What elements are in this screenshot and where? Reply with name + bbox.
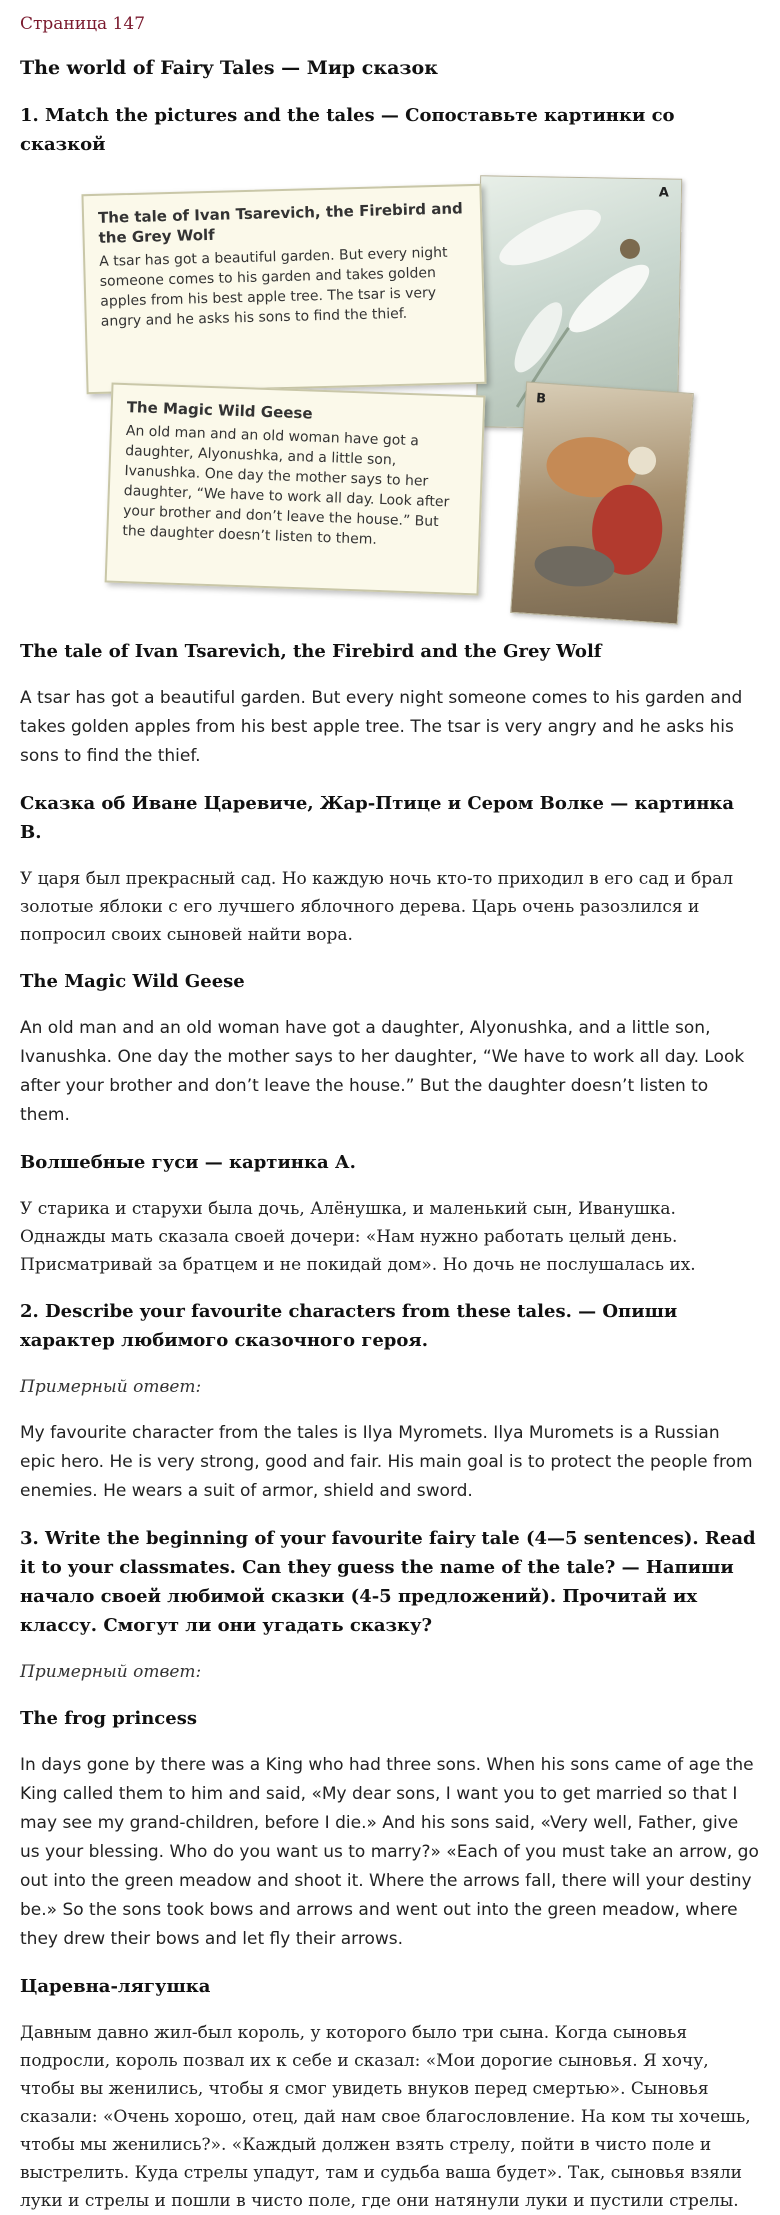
card-a-text: A tsar has got a beautiful garden. But every night someone comes to his garden and takes golden apples from his best apple tree. The tsar is very angry and he asks his sons to find the thief. (99, 244, 448, 330)
frog-text-ru: Давным давно жил-был король, у которого было три сына. Когда сыновья подросли, король позвал их к себе и сказал: «Мои дорогие сыновья. Я хочу, чтобы вы женились, чтобы я смог увидеть внуков перед смертью». Сыновья сказали: «Очень хорошо, отец, дай нам свое благословление. На ком ты хочешь, чтобы мы женились?». «Каждый должен взять стрелу, пойти в чисто поле и выстрелить. Куда стрелы упадут, там и судьба ваша будет». Так, сыновья взяли луки и стрелы и пошли в чисто поле, где они натянули луки и пустили стрелы. (20, 2023, 751, 2211)
tale2-text-en: An old man and an old woman have got a daughter, Alyonushka, and a little son, Ivanushka. One day the mother says to her daughter, “We have to work all day. Look after your brother and don’t leave the house.” But the daughter doesn’t listen to them. (20, 1018, 745, 1125)
textbook-illustration (80, 177, 700, 617)
picture-b-label: B (535, 391, 547, 407)
picture-b-firebird (510, 381, 694, 624)
frog-title-ru: Царевна-лягушка (20, 1976, 211, 1997)
task2-heading: 2. Describe your favourite characters from these tales. — Опиши характер любимого сказочного героя. (20, 1301, 678, 1351)
card-b-title: The Magic Wild Geese (126, 398, 313, 423)
frog-text-en: In days gone by there was a King who had three sons. When his sons came of age the King called them to him and said, «My dear sons, I want you to get married so that I may see my grand-children, before I die.» And his sons said, «Very well, Father, give us your blessing. Who do you want us to marry?» «Each of you must take an arrow, go out into the green meadow and shoot it. Where the arrows fall, there will your destiny be.» So the sons took bows and arrows and went out into the green meadow, where they drew their bows and let fly their arrows. (20, 1755, 759, 1949)
tale-card-geese (105, 383, 486, 596)
task1-heading: 1. Match the pictures and the tales — Сопоставьте картинки со сказкой (20, 105, 675, 155)
task3-sample-label: Примерный ответ: (20, 1662, 202, 1682)
tale1-text-en: A tsar has got a beautiful garden. But every night someone comes to his garden and takes golden apples from his best apple tree. The tsar is very angry and he asks his sons to find the thief. (20, 688, 743, 766)
picture-a-label: A (658, 185, 670, 201)
tale1-text-ru: У царя был прекрасный сад. Но каждую ночь кто-то приходил в его сад и брал золотые яблоки с его лучшего яблочного дерева. Царь очень разозлился и попросил своих сыновей найти вора. (20, 869, 734, 945)
unit-title: The world of Fairy Tales — Мир сказок (20, 57, 438, 79)
card-b-text: An old man and an old woman have got a daughter, Alyonushka, and a little son, Ivanushka. One day the mother says to her daughter, “We have to work all day. Look after your brother and don’t leave the house.” But the daughter doesn’t listen to them. (122, 423, 450, 548)
frog-title-en: The frog princess (20, 1708, 197, 1729)
tale1-title-en: The tale of Ivan Tsarevich, the Firebird and the Grey Wolf (20, 641, 602, 662)
task2-sample-label: Примерный ответ: (20, 1377, 202, 1397)
tale2-text-ru: У старика и старухи была дочь, Алёнушка, и маленький сын, Иванушка. Однажды мать сказала своей дочери: «Нам нужно работать целый день. Присматривай за братцем и не покидай дом». Но дочь не послушалась их. (20, 1199, 696, 1275)
tale2-title-en: The Magic Wild Geese (20, 971, 245, 992)
firebird-drawing (511, 382, 693, 623)
card-a-title: The tale of Ivan Tsarevich, the Firebird and the Grey Wolf (97, 199, 464, 247)
tale-card-ivan (81, 184, 486, 394)
task3-heading: 3. Write the beginning of your favourite fairy tale (4—5 sentences). Read it to your classmates. Can they guess the name of the tale? — Напиши начало своей любимой сказки (4-5 предложений). Прочитай их классу. Смогут ли они угадать сказку? (20, 1528, 756, 1636)
page-number: Страница 147 (20, 14, 146, 34)
tale1-title-ru: Сказка об Иване Царевиче, Жар-Птице и Сером Волке — картинка B. (20, 793, 735, 843)
task2-answer: My favourite character from the tales is Ilya Myromets. Ilya Muromets is a Russian epic hero. He is very strong, good and fair. His main goal is to protect the people from enemies. He wears a suit of armor, shield and sword. (20, 1423, 753, 1501)
tale2-title-ru: Волшебные гуси — картинка А. (20, 1152, 356, 1173)
